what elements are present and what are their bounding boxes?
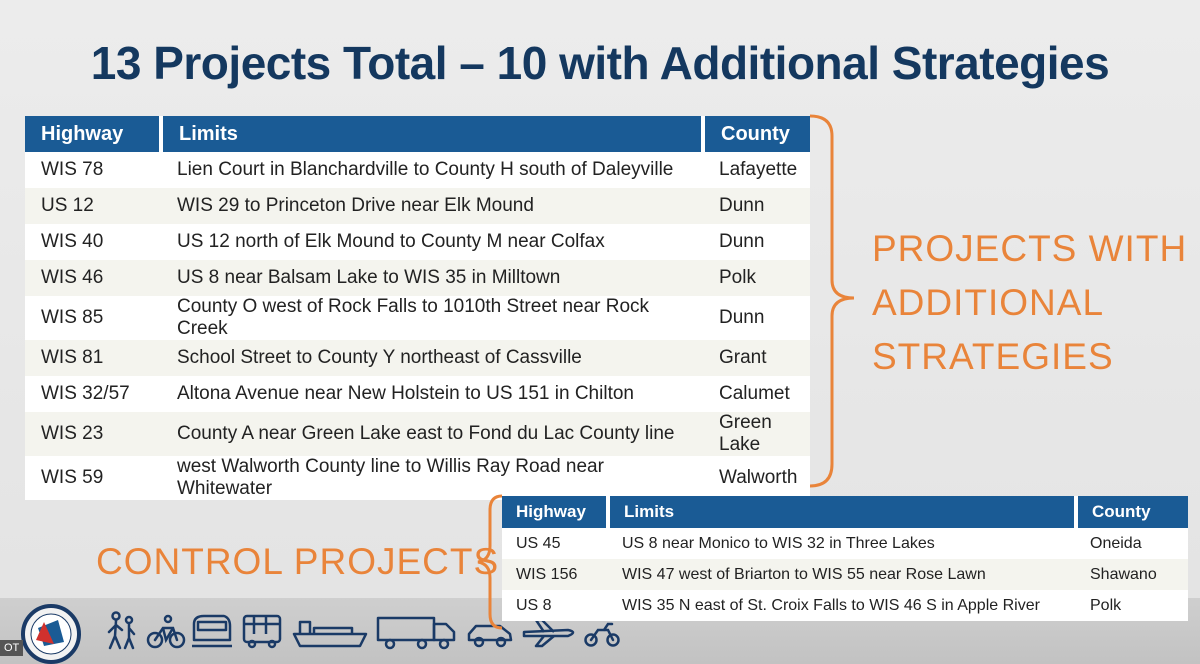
airplane-icon [520,616,580,650]
strategies-bracket-icon [806,112,866,492]
cell-county: Dunn [703,188,810,224]
cell-limits: US 12 north of Elk Mound to County M near Colfax [161,224,703,260]
table-row [25,260,810,296]
additional-strategies-table [25,116,810,500]
corner-label: OT [0,640,23,656]
cell-county: Green Lake [703,412,810,456]
column-header-highway: Highway [25,116,161,152]
truck-icon [376,614,458,650]
cell-limits: Altona Avenue near New Holstein to US 151 in Chilton [161,376,703,412]
control-projects-table [502,496,1188,621]
cell-limits: County O west of Rock Falls to 1010th Street near Rock Creek [161,296,703,340]
cell-highway: WIS 59 [25,456,161,500]
cell-highway: US 12 [25,188,161,224]
table-row [502,528,1188,559]
column-header-county: County [1076,496,1188,528]
strategies-label-line: STRATEGIES [872,336,1114,377]
cell-county: Dunn [703,224,810,260]
table-row [25,152,810,188]
cell-limits: School Street to County Y northeast of Cassville [161,340,703,376]
cell-limits: WIS 35 N east of St. Croix Falls to WIS 46 S in Apple River [608,590,1076,621]
cell-county: Grant [703,340,810,376]
train-icon [190,612,234,650]
additional-strategies-body [25,152,810,500]
wisdot-logo-icon [14,600,88,664]
strategies-label-line: ADDITIONAL [872,282,1105,323]
cell-limits: west Walworth County line to Willis Ray Road near Whitewater [161,456,703,500]
column-header-highway: Highway [502,496,608,528]
cell-county: Polk [703,260,810,296]
cell-highway: WIS 81 [25,340,161,376]
table-row [25,224,810,260]
column-header-county: County [703,116,810,152]
cell-highway: WIS 32/57 [25,376,161,412]
cell-county: Dunn [703,296,810,340]
cell-limits: US 8 near Monico to WIS 32 in Three Lakes [608,528,1076,559]
control-projects-label: CONTROL PROJECTS [96,541,500,582]
page-title: 13 Projects Total – 10 with Additional Strategies [90,37,1110,89]
table-row [25,296,810,340]
control-projects-body [502,528,1188,621]
cell-county: Walworth [703,456,810,500]
cell-limits: US 8 near Balsam Lake to WIS 35 in Milltown [161,260,703,296]
cell-highway: WIS 46 [25,260,161,296]
strategies-label-line: PROJECTS WITH [872,228,1188,269]
bus-icon [240,612,284,650]
cell-highway: WIS 40 [25,224,161,260]
cell-highway: WIS 78 [25,152,161,188]
cell-county: Polk [1076,590,1188,621]
table-row [25,376,810,412]
cell-limits: County A near Green Lake east to Fond du Lac County line [161,412,703,456]
motorcycle-icon [584,618,620,648]
table-row [502,590,1188,621]
table-row [502,559,1188,590]
cell-highway: WIS 156 [502,559,608,590]
cell-county: Shawano [1076,559,1188,590]
table-header-row [502,496,1188,528]
cell-limits: WIS 47 west of Briarton to WIS 55 near Rose Lawn [608,559,1076,590]
cell-county: Lafayette [703,152,810,188]
cell-highway: WIS 23 [25,412,161,456]
table-row [25,412,810,456]
column-header-limits: Limits [161,116,703,152]
table-row [25,188,810,224]
table-row [25,340,810,376]
cell-highway: WIS 85 [25,296,161,340]
bicycle-icon [146,614,186,650]
cell-highway: US 45 [502,528,608,559]
cell-county: Oneida [1076,528,1188,559]
cell-county: Calumet [703,376,810,412]
cell-limits: WIS 29 to Princeton Drive near Elk Mound [161,188,703,224]
cell-limits: Lien Court in Blanchardville to County H south of Daleyville [161,152,703,188]
pedestrian-icon [104,610,140,652]
strategies-label [872,222,1187,384]
table-header-row [25,116,810,152]
ship-icon [292,616,368,650]
table-row [25,456,810,500]
column-header-limits: Limits [608,496,1076,528]
cell-highway: US 8 [502,590,608,621]
